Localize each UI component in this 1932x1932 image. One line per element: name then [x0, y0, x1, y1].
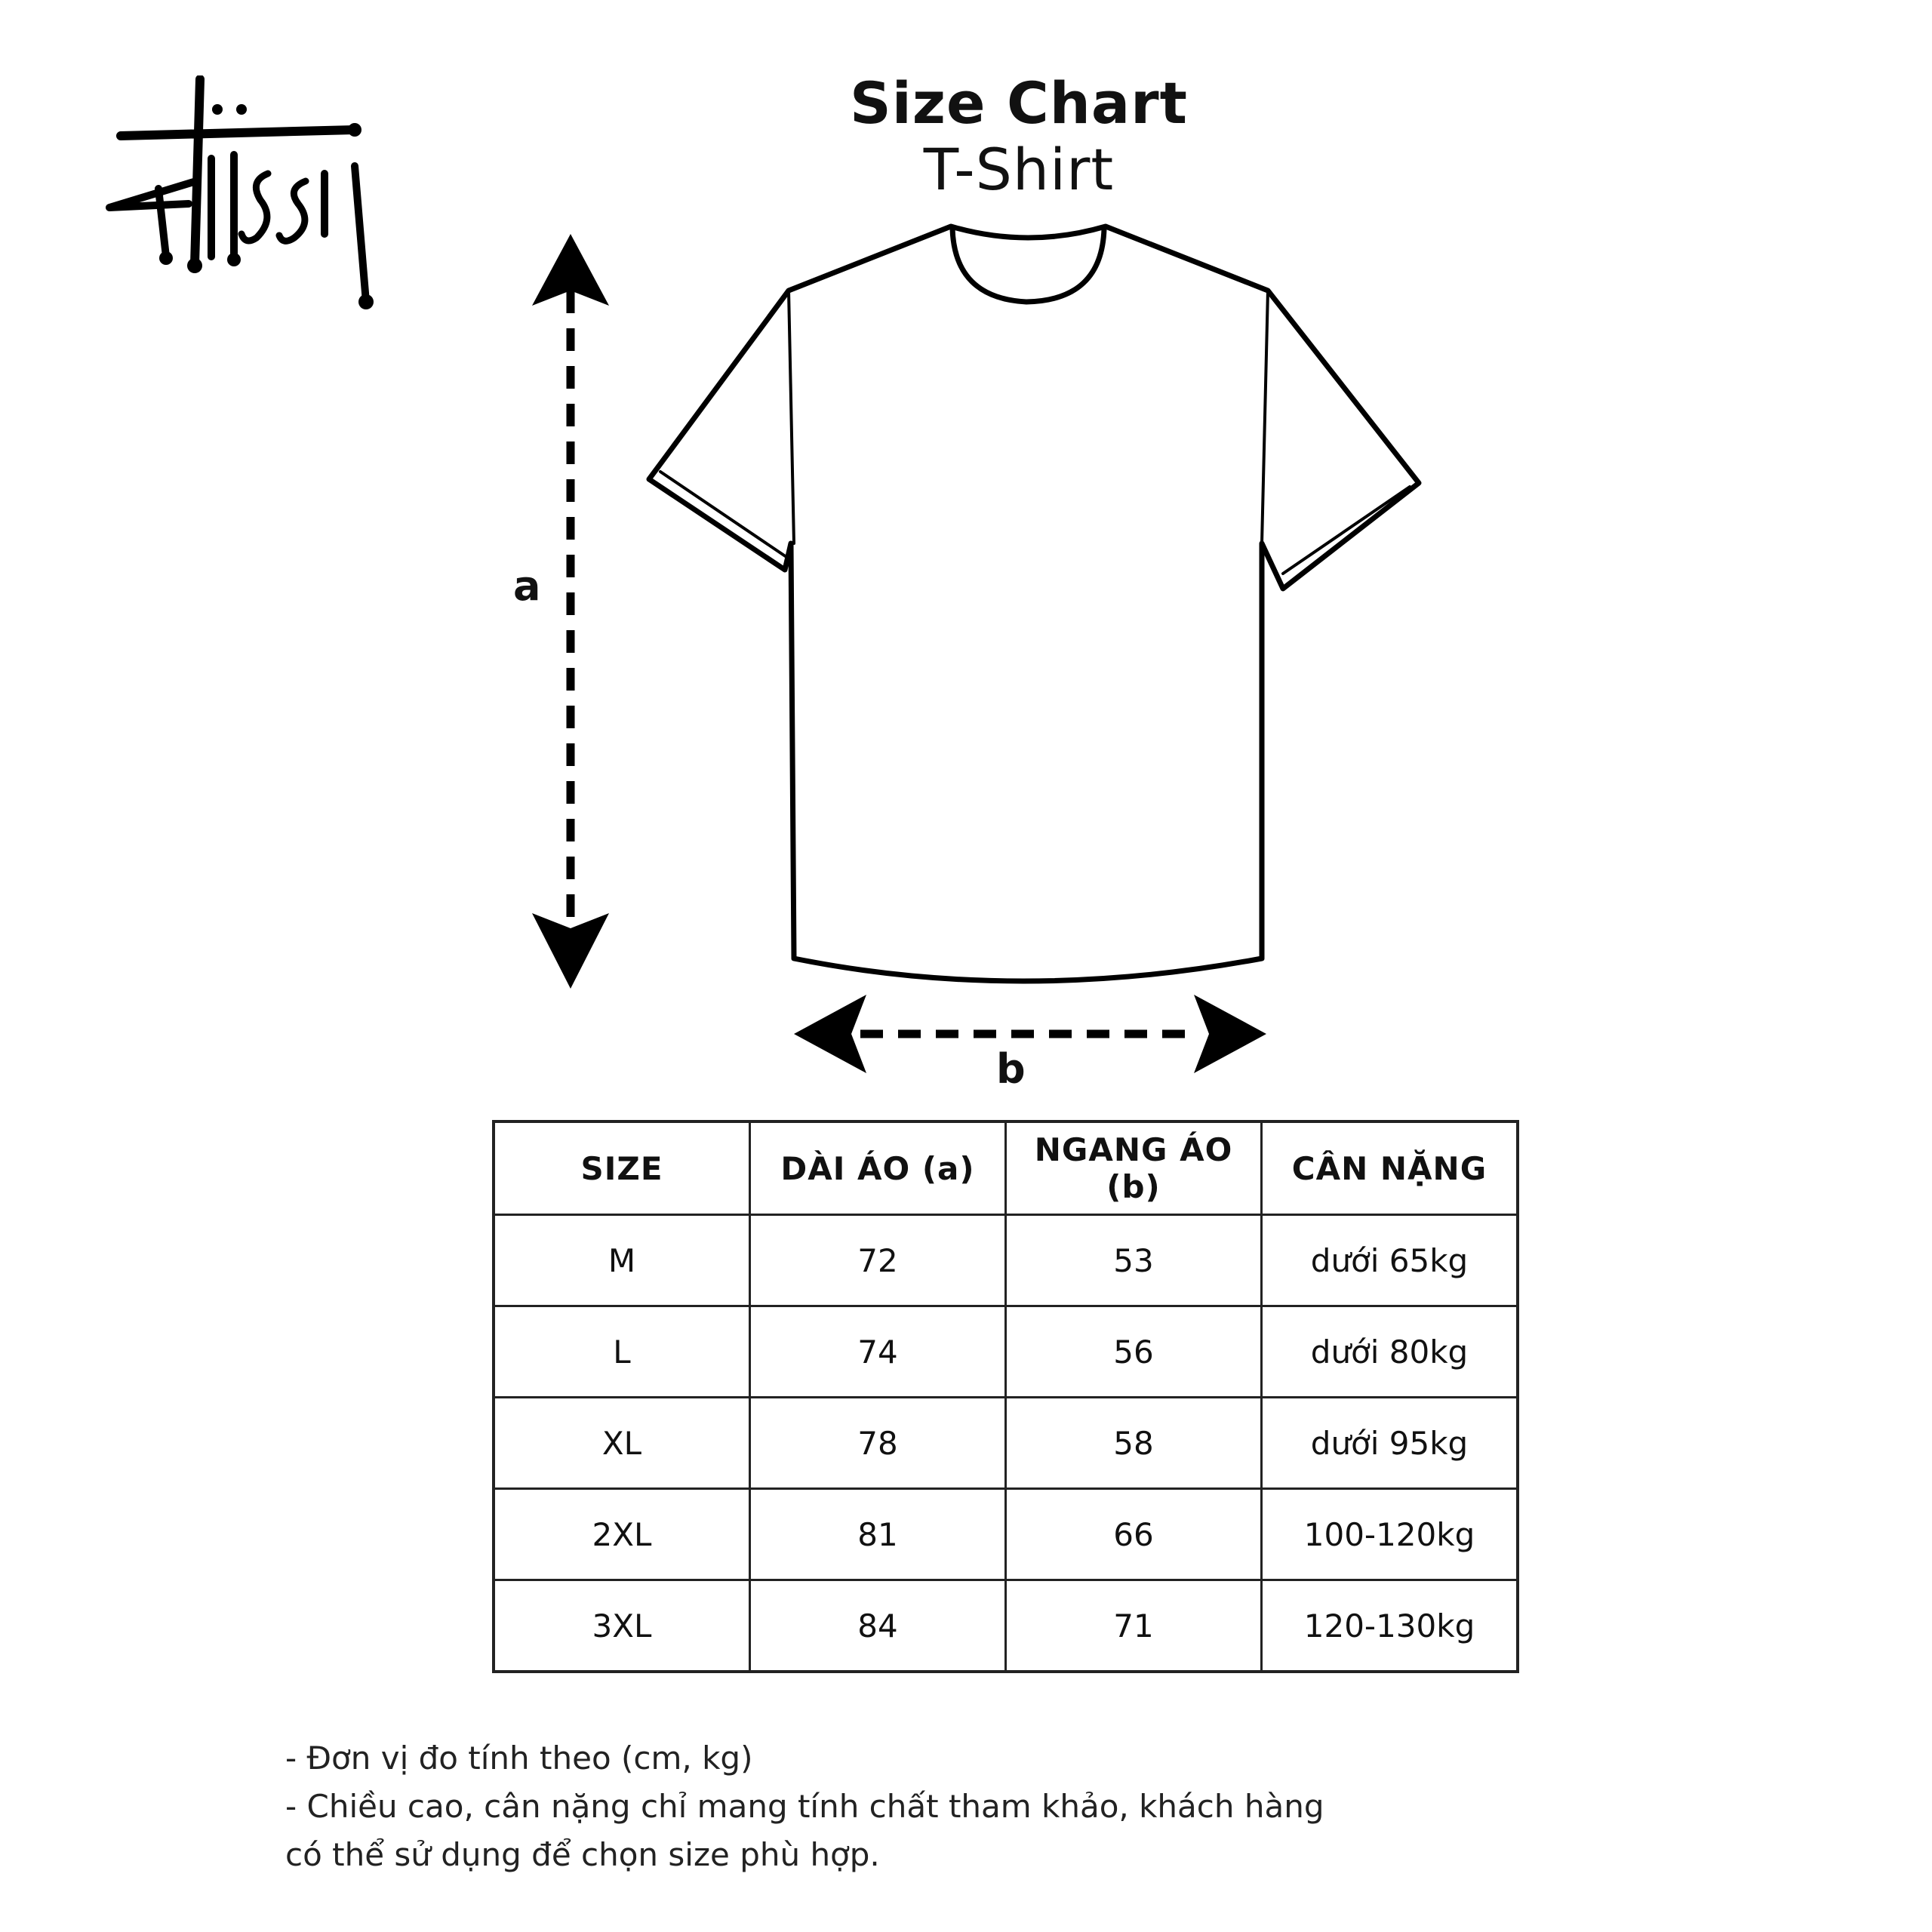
arrow-left-icon: [794, 995, 866, 1073]
table-header-row: [494, 1121, 1518, 1215]
table-cell: 66: [1006, 1489, 1262, 1580]
table-cell: dưới 65kg: [1262, 1215, 1518, 1306]
table-cell: 81: [750, 1489, 1006, 1580]
page-title: Size Chart: [849, 69, 1188, 137]
table-cell: 120-130kg: [1262, 1580, 1518, 1672]
table-cell: 78: [750, 1398, 1006, 1489]
column-header: SIZE: [494, 1121, 750, 1215]
table-cell: dưới 95kg: [1262, 1398, 1518, 1489]
measurement-label-b: b: [996, 1045, 1026, 1093]
size-table: [492, 1120, 1519, 1673]
note-disclaimer: - Chiều cao, cân nặng chỉ mang tính chất tham khảo, khách hàng: [285, 1788, 1324, 1825]
column-header: CÂN NẶNG: [1262, 1121, 1518, 1215]
table-cell: 3XL: [494, 1580, 750, 1672]
table-cell: M: [494, 1215, 750, 1306]
table-row: [494, 1398, 1518, 1489]
column-header: DÀI ÁO (a): [750, 1121, 1006, 1215]
arrow-right-icon: [1194, 995, 1266, 1073]
table-cell: 74: [750, 1306, 1006, 1398]
table-cell: 84: [750, 1580, 1006, 1672]
table-cell: 2XL: [494, 1489, 750, 1580]
table-cell: L: [494, 1306, 750, 1398]
note-disclaimer-continued: có thể sử dụng để chọn size phù hợp.: [285, 1836, 880, 1873]
table-cell: 56: [1006, 1306, 1262, 1398]
measurement-label-a: a: [513, 562, 541, 610]
table-cell: dưới 80kg: [1262, 1306, 1518, 1398]
table-cell: 53: [1006, 1215, 1262, 1306]
table-row: [494, 1215, 1518, 1306]
table-cell: 100-120kg: [1262, 1489, 1518, 1580]
table-row: [494, 1580, 1518, 1672]
note-unit: - Đơn vị đo tính theo (cm, kg): [285, 1740, 753, 1777]
page-subtitle: T-Shirt: [923, 136, 1115, 203]
table-row: [494, 1306, 1518, 1398]
notes: [285, 1736, 1417, 1881]
table-cell: 72: [750, 1215, 1006, 1306]
table-cell: 71: [1006, 1580, 1262, 1672]
table-cell: 58: [1006, 1398, 1262, 1489]
column-header: NGANG ÁO (b): [1006, 1121, 1262, 1215]
table-row: [494, 1489, 1518, 1580]
table-cell: XL: [494, 1398, 750, 1489]
